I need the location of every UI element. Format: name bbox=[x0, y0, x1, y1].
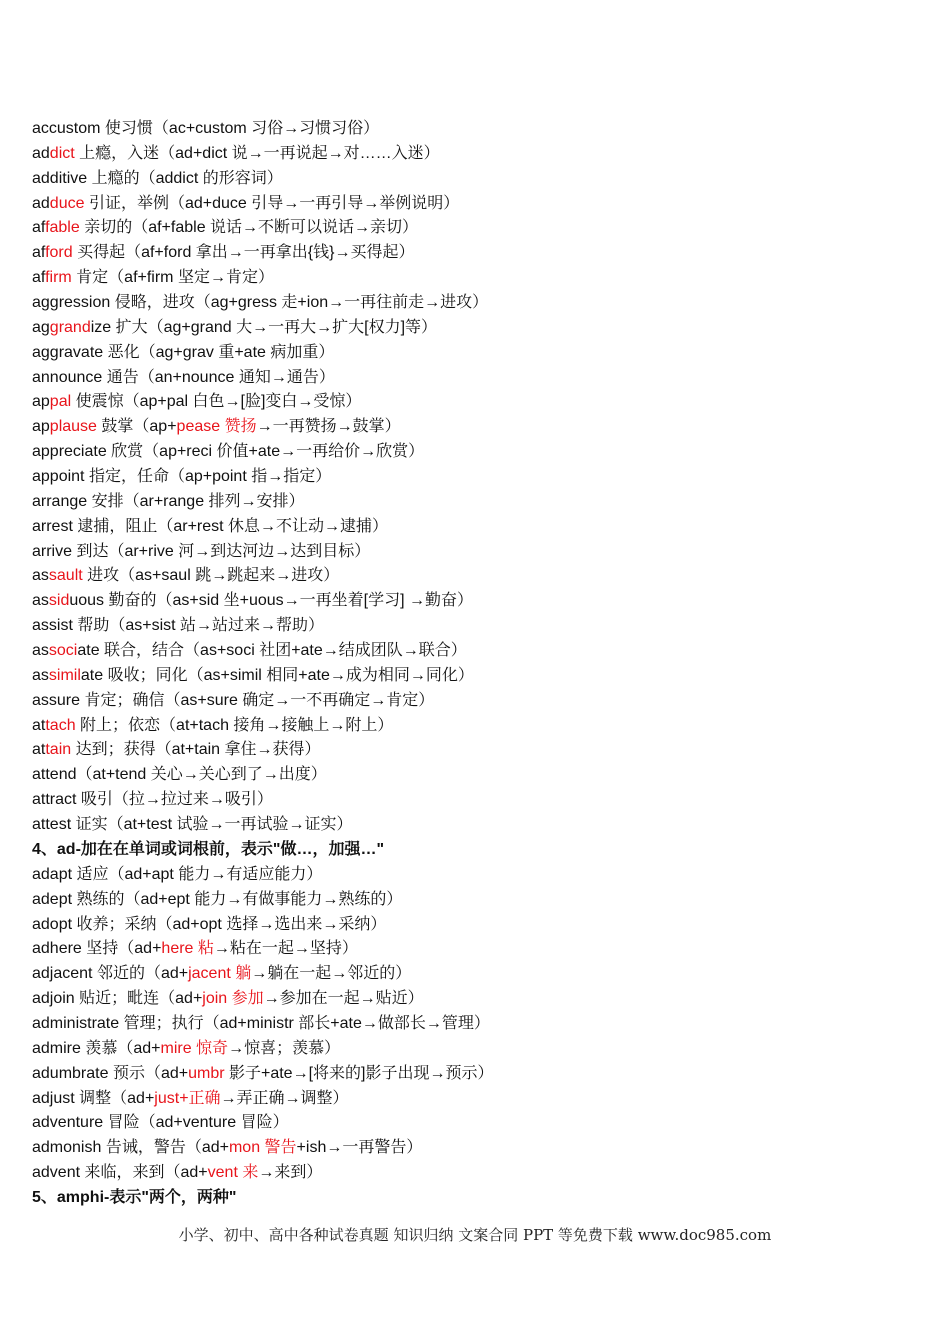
vocab-entry bbox=[32, 1161, 912, 1186]
vocab-entry bbox=[32, 490, 912, 515]
entry-text: af bbox=[32, 269, 46, 287]
vocab-entry bbox=[32, 1136, 912, 1161]
highlighted-root: tain bbox=[45, 741, 72, 759]
entry-text: →一再赞扬→鼓掌） bbox=[256, 418, 401, 436]
vocab-entry bbox=[32, 639, 912, 664]
entry-text: at bbox=[32, 741, 46, 759]
vocab-entry bbox=[32, 813, 912, 838]
vocab-entry bbox=[32, 888, 912, 913]
entry-text: adumbrate 预示（ad+ bbox=[32, 1064, 189, 1082]
vocab-entry bbox=[32, 614, 912, 639]
entry-text: adapt 适应（ad+apt 能力→有适应能力） bbox=[32, 865, 323, 883]
highlighted-root: mon 警告 bbox=[228, 1139, 297, 1157]
entry-text: as bbox=[32, 642, 49, 660]
entry-text: ap bbox=[32, 418, 50, 436]
entry-text: ag bbox=[32, 318, 50, 336]
entry-text: administrate 管理；执行（ad+ministr 部长+ate→做部长→管理） bbox=[32, 1014, 490, 1032]
vocab-entry bbox=[32, 415, 912, 440]
entry-text: adopt 收养；采纳（ad+opt 选择→选出来→采纳） bbox=[32, 915, 387, 933]
highlighted-root: here 粘 bbox=[161, 940, 214, 958]
section-heading bbox=[32, 838, 912, 863]
highlighted-root: ford bbox=[45, 244, 73, 262]
highlighted-root: pal bbox=[49, 393, 72, 411]
highlighted-root: simil bbox=[48, 666, 81, 684]
vocab-entry bbox=[32, 913, 912, 938]
vocab-entry bbox=[32, 192, 912, 217]
vocab-entry bbox=[32, 241, 912, 266]
vocab-entry bbox=[32, 937, 912, 962]
vocab-entry bbox=[32, 763, 912, 788]
vocab-entry bbox=[32, 216, 912, 241]
highlighted-root: vent 来 bbox=[207, 1164, 259, 1182]
vocab-entry bbox=[32, 738, 912, 763]
entry-text: →弄正确→调整） bbox=[220, 1089, 349, 1107]
vocab-entry bbox=[32, 465, 912, 490]
entry-text: advent 来临，来到（ad+ bbox=[32, 1164, 208, 1182]
entry-text: 肯定（af+firm 坚定→肯定） bbox=[71, 269, 274, 287]
vocab-entry bbox=[32, 863, 912, 888]
vocab-entry bbox=[32, 142, 912, 167]
entry-text: adjoin 贴近；毗连（ad+ bbox=[32, 990, 203, 1008]
section-heading bbox=[32, 1186, 912, 1211]
vocab-entry bbox=[32, 987, 912, 1012]
entry-text: adjust 调整（ad+ bbox=[32, 1089, 155, 1107]
entry-text: admonish 告诫，警告（ad+ bbox=[32, 1139, 229, 1157]
entry-text: arrange 安排（ar+range 排列→安排） bbox=[32, 492, 305, 510]
entry-text: 买得起（af+ford 拿出→一再拿出{钱}→买得起） bbox=[72, 244, 415, 262]
vocab-entry bbox=[32, 440, 912, 465]
entry-text: admire 羡慕（ad+ bbox=[32, 1039, 161, 1057]
entry-text: accustom 使习惯（ac+custom 习俗→习惯习俗） bbox=[32, 120, 380, 137]
highlighted-root: pease 赞扬 bbox=[176, 418, 257, 436]
entry-text: appoint 指定，任命（ap+point 指→指定） bbox=[32, 468, 332, 486]
vocab-entry bbox=[32, 1087, 912, 1112]
vocab-entry bbox=[32, 689, 912, 714]
highlighted-root: tach bbox=[45, 716, 76, 734]
entry-text: as bbox=[32, 592, 49, 610]
entry-text: 鼓掌（ap+ bbox=[96, 418, 177, 436]
entry-text: ate 吸收；同化（as+simil 相同+ate→成为相同→同化） bbox=[80, 666, 474, 684]
vocab-entry bbox=[32, 788, 912, 813]
entry-text: 附上；依恋（at+tach 接角→接触上→附上） bbox=[75, 716, 394, 734]
vocab-entry bbox=[32, 1111, 912, 1136]
entry-text: at bbox=[32, 716, 46, 734]
entry-text: 上瘾，入迷（ad+dict 说→一再说起→对……入迷） bbox=[74, 144, 440, 162]
vocab-entry bbox=[32, 962, 912, 987]
highlighted-root: just+正确 bbox=[154, 1089, 221, 1107]
vocab-entry bbox=[32, 1037, 912, 1062]
highlighted-root: fable bbox=[45, 219, 80, 237]
entry-text: 进攻（as+saul 跳→跳起来→进攻） bbox=[82, 567, 340, 585]
entry-text: →来到） bbox=[258, 1164, 323, 1182]
entry-text: aggravate 恶化（ag+grav 重+ate 病加重） bbox=[32, 343, 335, 361]
entry-text: ap bbox=[32, 393, 50, 411]
vocab-entry bbox=[32, 167, 912, 192]
vocab-entry bbox=[32, 664, 912, 689]
entry-text: →参加在一起→贴近） bbox=[263, 990, 424, 1008]
entry-text: →惊喜；羡慕） bbox=[228, 1039, 341, 1057]
vocab-entry bbox=[32, 540, 912, 565]
vocab-entry bbox=[32, 117, 912, 142]
page-footer: 小学、初中、高中各种试卷真题 知识归纳 文案合同 PPT 等免费下载 www.doc985.com bbox=[178, 1226, 772, 1244]
entry-text: appreciate 欣赏（ap+reci 价值+ate→一再给价→欣赏） bbox=[32, 443, 425, 461]
highlighted-root: firm bbox=[45, 269, 72, 287]
entry-text: attend（at+tend 关心→关心到了→出度） bbox=[32, 766, 327, 784]
vocab-entry bbox=[32, 316, 912, 341]
highlighted-root: join 参加 bbox=[202, 990, 264, 1008]
highlighted-root: soci bbox=[48, 642, 78, 660]
entry-text: aggression 侵略，进攻（ag+gress 走+ion→一再往前走→进攻） bbox=[32, 294, 489, 312]
vocab-entry bbox=[32, 341, 912, 366]
highlighted-root: jacent 躺 bbox=[188, 965, 252, 983]
entry-text: 达到；获得（at+tain 拿住→获得） bbox=[71, 741, 321, 759]
entry-text: announce 通告（an+nounce 通知→通告） bbox=[32, 368, 335, 386]
entry-text: 亲切的（af+fable 说话→不断可以说话→亲切） bbox=[79, 219, 419, 237]
highlighted-root: duce bbox=[49, 194, 85, 212]
vocab-entry bbox=[32, 1012, 912, 1037]
highlighted-root: plause bbox=[49, 418, 97, 436]
entry-text: →粘在一起→坚持） bbox=[213, 940, 358, 958]
vocab-entry bbox=[32, 589, 912, 614]
highlighted-root: sid bbox=[48, 592, 70, 610]
entry-text: arrest 逮捕，阻止（ar+rest 休息→不让动→逮捕） bbox=[32, 517, 389, 535]
entry-text: 使震惊（ap+pal 白色→[脸]变白→受惊） bbox=[71, 393, 362, 411]
entry-text: attest 证实（at+test 试验→一再试验→证实） bbox=[32, 816, 353, 834]
entry-text: adventure 冒险（ad+venture 冒险） bbox=[32, 1114, 289, 1132]
vocab-entry bbox=[32, 266, 912, 291]
entry-text: adhere 坚持（ad+ bbox=[32, 940, 162, 958]
vocab-entry bbox=[32, 366, 912, 391]
entry-text: af bbox=[32, 219, 46, 237]
vocab-entry bbox=[32, 1062, 912, 1087]
highlighted-root: sault bbox=[48, 567, 83, 585]
entry-text: ize 扩大（ag+grand 大→一再大→扩大[权力]等） bbox=[90, 318, 438, 336]
vocab-entry bbox=[32, 564, 912, 589]
entry-text: ad bbox=[32, 194, 50, 212]
entry-text: 影子+ate→[将来的]影子出现→预示） bbox=[224, 1064, 494, 1082]
vocab-entry bbox=[32, 515, 912, 540]
vocab-entry bbox=[32, 714, 912, 739]
highlighted-root: umbr bbox=[188, 1064, 225, 1082]
highlighted-root: mire 惊奇 bbox=[160, 1039, 229, 1057]
vocab-entry bbox=[32, 390, 912, 415]
entry-text: uous 勤奋的（as+sid 坐+uous→一再坐着[学习] →勤奋） bbox=[69, 592, 474, 610]
entry-text: +ish→一再警告） bbox=[296, 1139, 423, 1157]
entry-text: assure 肯定；确信（as+sure 确定→一不再确定→肯定） bbox=[32, 691, 435, 709]
entry-text: additive 上瘾的（addict 的形容词） bbox=[32, 169, 283, 187]
entry-text: 5、amphi-表示"两个，两种" bbox=[32, 1188, 237, 1206]
vocab-entry bbox=[32, 291, 912, 316]
entry-text: attract 吸引（拉→拉过来→吸引） bbox=[32, 791, 273, 809]
entry-text: 4、ad-加在在单词或词根前，表示"做…，加强…" bbox=[32, 840, 385, 858]
entry-text: as bbox=[32, 567, 49, 585]
entry-text: →躺在一起→邻近的） bbox=[251, 965, 412, 983]
entry-text: ate 联合，结合（as+soci 社团+ate→结成团队→联合） bbox=[77, 642, 467, 660]
entry-text: 引证，举例（ad+duce 引导→一再引导→举例说明） bbox=[84, 194, 460, 212]
entry-text: adept 熟练的（ad+ept 能力→有做事能力→熟练的） bbox=[32, 890, 403, 908]
entry-text: adjacent 邻近的（ad+ bbox=[32, 965, 189, 983]
highlighted-root: grand bbox=[49, 318, 91, 336]
word-list bbox=[32, 117, 912, 1211]
highlighted-root: dict bbox=[49, 144, 75, 162]
entry-text: ad bbox=[32, 144, 50, 162]
entry-text: as bbox=[32, 666, 49, 684]
entry-text: arrive 到达（ar+rive 河→到达河边→达到目标） bbox=[32, 542, 371, 560]
entry-text: assist 帮助（as+sist 站→站过来→帮助） bbox=[32, 617, 325, 635]
entry-text: af bbox=[32, 244, 46, 262]
